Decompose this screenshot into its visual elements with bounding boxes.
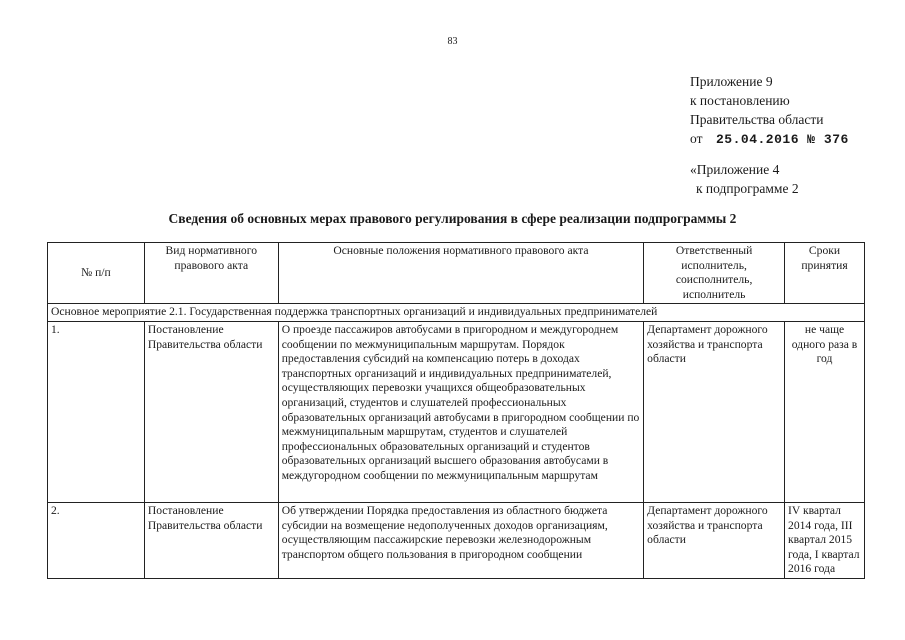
table-row	[48, 321, 865, 502]
appendix-date-line	[690, 129, 849, 149]
document-title: Сведения об основных мерах правового регулирования в сфере реализации подпрограммы 2	[168, 211, 737, 226]
section-row	[48, 304, 865, 322]
row-act-type: Постановление Правительства области	[144, 502, 278, 578]
row-provisions: Об утверждении Порядка предоставления из областного бюджета субсидии на возмещение недополученных доходов организациям, осуществляющим пассажирские перевозки железнодорожным транспортом общего пользования в пригородном сообщении	[278, 502, 643, 578]
quoted-appendix-ref: к подпрограмме 2	[696, 181, 799, 196]
row-number: 1.	[48, 321, 145, 502]
row-deadline: не чаще одного раза в год	[785, 321, 865, 502]
row-deadline: IV квартал 2014 года, III квартал 2015 года, I квартал 2016 года	[785, 502, 865, 578]
appendix-ref-line: к постановлению	[690, 93, 790, 108]
header-number: № п/п	[48, 243, 145, 304]
row-executor: Департамент дорожного хозяйства и транспорта области	[644, 502, 785, 578]
appendix-from-label: от	[690, 131, 703, 146]
header-act-type: Вид нормативного правового акта	[144, 243, 278, 304]
quoted-appendix-block	[690, 160, 799, 198]
header-provisions: Основные положения нормативного правового акта	[278, 243, 643, 304]
appendix-block	[690, 72, 849, 149]
header-executor: Ответственный исполнитель, соисполнитель, исполнитель	[644, 243, 785, 304]
table-row	[48, 502, 865, 578]
appendix-title: Приложение 9	[690, 74, 773, 89]
appendix-authority: Правительства области	[690, 112, 824, 127]
row-provisions: О проезде пассажиров автобусами в пригородном и междугороднем сообщении по межмуниципальным маршрутам. Порядок предоставления субсидий на компенсацию потерь в доходах транспортных организаций и индивидуальных предпринимателей, осуществляющих перевозки учащихся общеобразовательных организаций, студентов и слушателей профессиональных образовательных организаций автобусами в пригородном сообщении по межмуниципальным маршрутам, студентов и слушателей профессиональных образовательных организаций и студентов образовательных организаций высшего образования автобусами в междугородном сообщении по межмуниципальным маршрутам	[278, 321, 643, 502]
appendix-date-stamp: 25.04.2016 № 376	[715, 132, 849, 147]
legal-measures-table	[47, 242, 865, 579]
section-title: Основное мероприятие 2.1. Государственная поддержка транспортных организаций и индивидуальных предпринимателей	[48, 304, 865, 322]
row-number: 2.	[48, 502, 145, 578]
row-executor: Департамент дорожного хозяйства и транспорта области	[644, 321, 785, 502]
table-header-row	[48, 243, 865, 304]
quoted-appendix-title: «Приложение 4	[690, 162, 780, 177]
row-act-type: Постановление Правительства области	[144, 321, 278, 502]
header-deadline: Сроки принятия	[785, 243, 865, 304]
page-number: 83	[447, 36, 458, 47]
